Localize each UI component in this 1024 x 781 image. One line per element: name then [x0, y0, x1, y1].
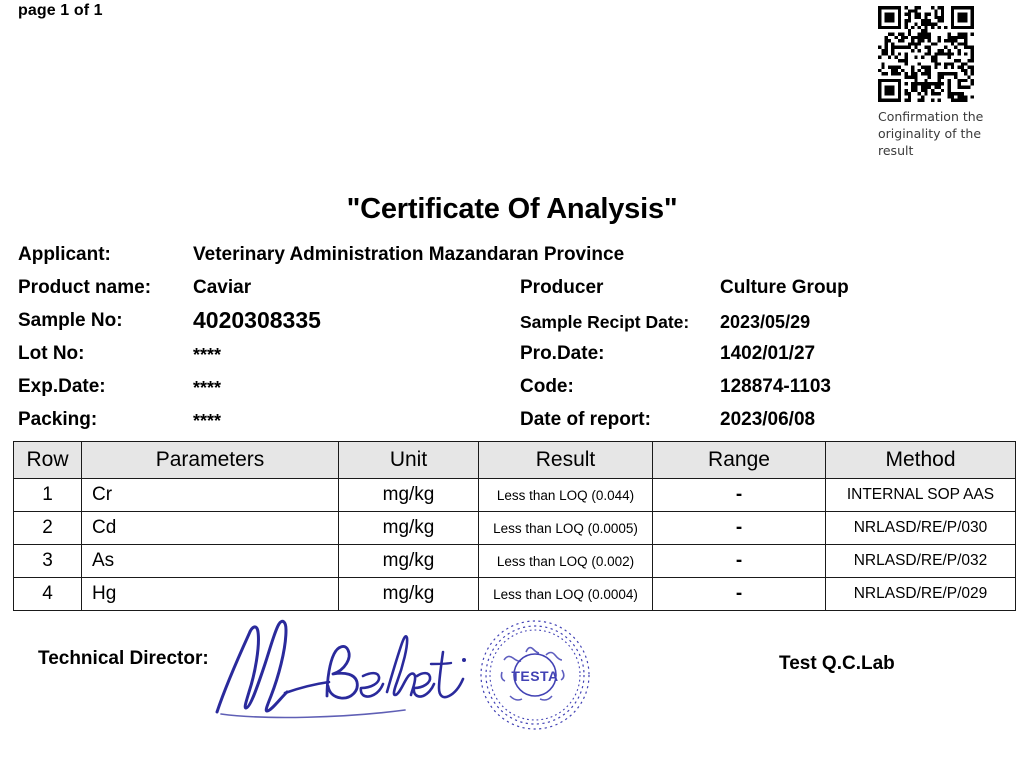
cell-range: -: [653, 512, 826, 545]
field-value-sample-recipt-date: 2023/05/29: [720, 312, 811, 332]
cell-result: Less than LOQ (0.0005): [479, 512, 653, 545]
cell-parameter: Cr: [82, 479, 339, 512]
cell-row: 3: [14, 545, 82, 578]
cell-row: 2: [14, 512, 82, 545]
cell-row: 1: [14, 479, 82, 512]
cell-unit: mg/kg: [339, 479, 479, 512]
table-row: [14, 512, 1016, 545]
field-label-lot-no: Lot No:: [18, 343, 85, 364]
official-stamp: [474, 614, 596, 736]
field-value-lot-no: ****: [193, 345, 222, 365]
qr-code-block: [878, 6, 998, 159]
field-label-sample-recipt-date: Sample Recipt Date:: [520, 312, 690, 332]
cell-method: NRLASD/RE/P/032: [826, 545, 1016, 578]
page-title: "Certificate Of Analysis": [346, 193, 678, 225]
page-number-label: page 1 of 1: [18, 2, 103, 19]
table-row: [14, 545, 1016, 578]
metadata-section: [0, 244, 1024, 442]
meta-row-lot-no-pro-date: [0, 343, 1024, 376]
qr-code-icon: [878, 6, 974, 102]
cell-result: Less than LOQ (0.002): [479, 545, 653, 578]
cell-range: -: [653, 479, 826, 512]
field-value-code: 128874-1103: [720, 376, 831, 397]
field-value-exp-date: ****: [193, 378, 222, 398]
field-label-producer: Producer: [520, 277, 604, 298]
table-row: [14, 578, 1016, 611]
meta-row-exp-date-code: [0, 376, 1024, 409]
results-table: [13, 441, 1016, 611]
meta-row-packing-date-of-report: [0, 409, 1024, 442]
meta-row-sample-no-recipt-date: [0, 307, 1024, 343]
field-label-sample-no: Sample No:: [18, 310, 123, 331]
cell-unit: mg/kg: [339, 512, 479, 545]
field-label-packing: Packing:: [18, 409, 98, 430]
cell-method: NRLASD/RE/P/029: [826, 578, 1016, 611]
field-value-pro-date: 1402/01/27: [720, 343, 816, 364]
qr-caption: Confirmation the originality of the result: [878, 109, 984, 158]
cell-row: 4: [14, 578, 82, 611]
cell-range: -: [653, 545, 826, 578]
field-label-applicant: Applicant:: [18, 244, 111, 265]
cell-range: -: [653, 578, 826, 611]
cell-parameter: Cd: [82, 512, 339, 545]
cell-result: Less than LOQ (0.044): [479, 479, 653, 512]
field-value-date-of-report: 2023/06/08: [720, 409, 816, 430]
field-label-product-name: Product name:: [18, 277, 152, 298]
field-label-code: Code:: [520, 376, 574, 397]
field-value-packing: ****: [193, 411, 222, 431]
column-header-unit: Unit: [339, 442, 479, 479]
cell-unit: mg/kg: [339, 545, 479, 578]
cell-method: INTERNAL SOP AAS: [826, 479, 1016, 512]
field-value-product-name: Caviar: [193, 277, 252, 298]
cell-parameter: Hg: [82, 578, 339, 611]
column-header-parameters: Parameters: [82, 442, 339, 479]
field-value-applicant: Veterinary Administration Mazandaran Province: [193, 244, 625, 265]
column-header-method: Method: [826, 442, 1016, 479]
technical-director-label: Technical Director:: [38, 648, 209, 669]
field-label-pro-date: Pro.Date:: [520, 343, 605, 364]
qc-lab-label: Test Q.C.Lab: [779, 653, 895, 674]
cell-method: NRLASD/RE/P/030: [826, 512, 1016, 545]
field-label-exp-date: Exp.Date:: [18, 376, 106, 397]
table-row: [14, 479, 1016, 512]
field-value-sample-no: 4020308335: [193, 307, 321, 333]
column-header-result: Result: [479, 442, 653, 479]
stamp-center-text: TESTA: [511, 668, 559, 684]
column-header-row: Row: [14, 442, 82, 479]
field-value-producer: Culture Group: [720, 277, 849, 298]
table-header-row: [14, 442, 1016, 479]
column-header-range: Range: [653, 442, 826, 479]
cell-result: Less than LOQ (0.0004): [479, 578, 653, 611]
meta-row-product-producer: [0, 277, 1024, 310]
signature-image: [205, 616, 475, 726]
field-label-date-of-report: Date of report:: [520, 409, 651, 430]
cell-parameter: As: [82, 545, 339, 578]
cell-unit: mg/kg: [339, 578, 479, 611]
meta-row-applicant: [0, 244, 1024, 277]
